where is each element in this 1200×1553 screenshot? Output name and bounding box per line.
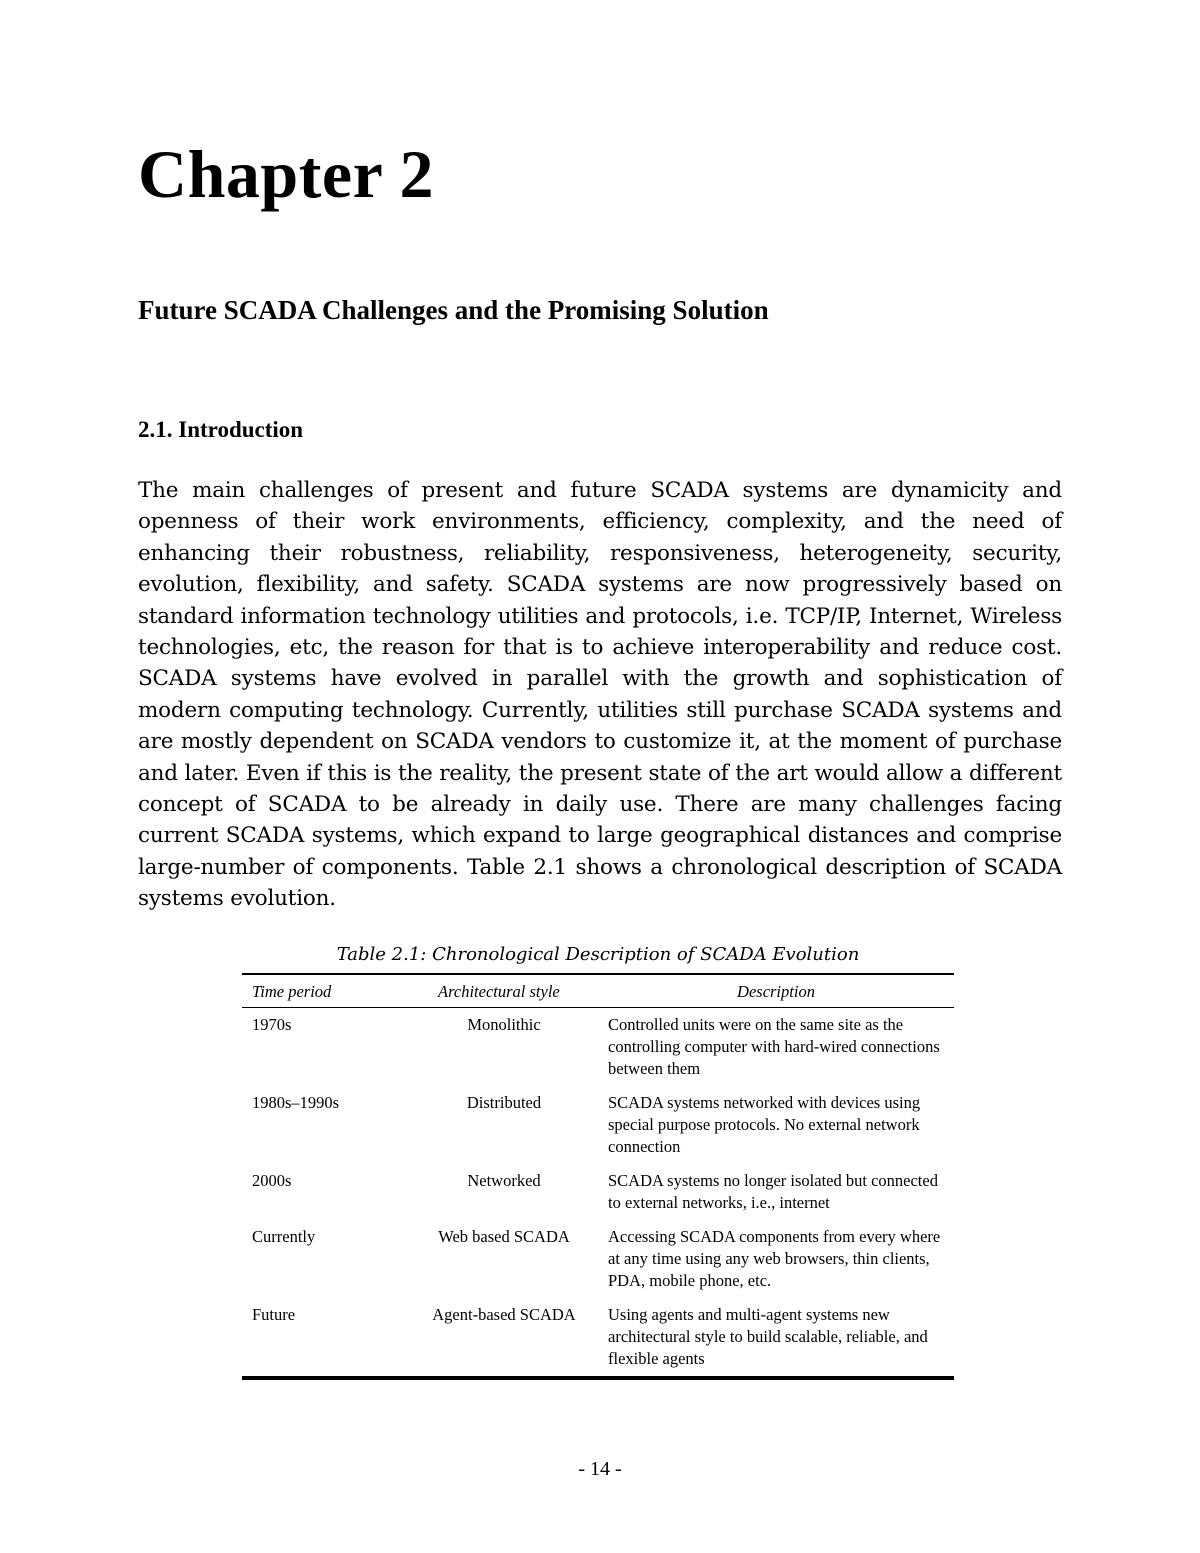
scada-evolution-table [242,973,954,1380]
cell-architectural-style: Web based SCADA [438,1227,570,1246]
table-row [242,1220,954,1298]
header-time-period: Time period [242,974,410,1008]
cell-description: Controlled units were on the same site as the controlling computer with hard-wired connections between them [608,1015,940,1078]
cell-time-period: Currently [252,1227,316,1246]
table-row [242,1008,954,1087]
cell-time-period: Future [252,1305,296,1324]
cell-time-period: 1970s [252,1015,292,1034]
cell-description: SCADA systems no longer isolated but connected to external networks, i.e., internet [608,1171,938,1212]
header-description: Description [596,974,954,1008]
table-row [242,1298,954,1378]
cell-description: Accessing SCADA components from every where at any time using any web browsers, thin clients, PDA, mobile phone, etc. [608,1227,941,1290]
cell-time-period: 2000s [252,1171,292,1190]
table-header-row [242,974,954,1008]
header-architectural-style: Architectural style [410,974,596,1008]
table-row [242,1086,954,1164]
table-caption: Table 2.1: Chronological Description of SCADA Evolution [336,944,860,965]
cell-architectural-style: Agent-based SCADA [432,1305,576,1324]
cell-description: SCADA systems networked with devices using special purpose protocols. No external network connection [608,1093,921,1156]
page-number: - 14 - [578,1458,622,1480]
cell-description: Using agents and multi-agent systems new architectural style to build scalable, reliable, and flexible agents [608,1305,928,1368]
cell-architectural-style: Monolithic [467,1015,541,1034]
cell-architectural-style: Networked [467,1171,541,1190]
chapter-subtitle: Future SCADA Challenges and the Promising Solution [138,295,769,325]
intro-paragraph: The main challenges of present and future SCADA systems are dynamicity and openness of their work environments, efficiency, complexity, and the need of enhancing their robustness, reliability, responsiveness, heterogeneity, security, evolution, flexibility, and safety. SCADA systems are now progressively based on standard information technology utilities and protocols, i.e. TCP/IP, Internet, Wireless technologies, etc, the reason for that is to achieve interoperability and reduce cost. SCADA systems have evolved in parallel with the growth and sophistication of modern computing technology. Currently, utilities still purchase SCADA systems and are mostly dependent on SCADA vendors to customize it, at the moment of purchase and later. Even if this is the reality, the present state of the art would allow a different concept of SCADA to be already in daily use. There are many challenges facing current SCADA systems, which expand to large geographical distances and comprise large-number of components. Table 2.1 shows a chronological description of SCADA systems evolution. [138,478,1062,912]
cell-architectural-style: Distributed [466,1093,542,1112]
section-heading: 2.1. Introduction [138,417,304,442]
chapter-title: Chapter 2 [138,136,435,212]
cell-time-period: 1980s–1990s [252,1093,340,1112]
table-row [242,1164,954,1220]
